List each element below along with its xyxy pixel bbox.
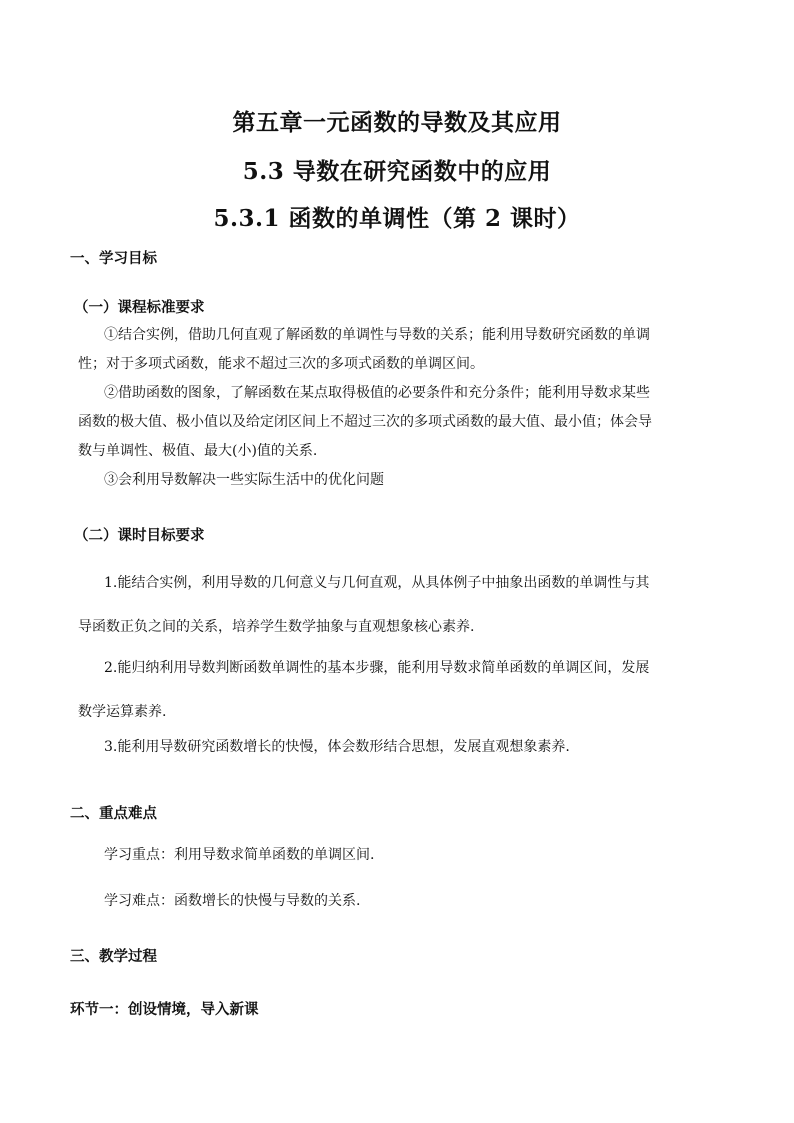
key-focus: 学习重点：利用导数求简单函数的单调区间. bbox=[104, 847, 375, 863]
process-step-1: 环节一：创设情境，导入新课 bbox=[70, 1001, 259, 1018]
lesson-goal-1-line-1: 1.能结合实例，利用导数的几何意义与几何直观，从具体例子中抽象出函数的单调性与其 bbox=[104, 575, 650, 591]
curriculum-item-2-line-3: 数与单调性、极值、最大(小)值的关系. bbox=[78, 443, 318, 459]
curriculum-item-2-line-2: 函数的极大值、极小值以及给定闭区间上不超过三次的多项式函数的最大值、最小值；体会导 bbox=[78, 414, 652, 430]
lesson-goal-3-line: 3.能利用导数研究函数增长的快慢，体会数形结合思想，发展直观想象素养. bbox=[104, 739, 570, 755]
key-difficulty: 学习难点：函数增长的快慢与导数的关系. bbox=[104, 893, 361, 909]
curriculum-item-1 bbox=[78, 321, 722, 379]
curriculum-item-2-line-1: ②借助函数的图象，了解函数在某点取得极值的必要条件和充分条件；能利用导数求某些 bbox=[104, 385, 650, 401]
objectives-heading: 一、学习目标 bbox=[70, 250, 157, 267]
lesson-goals-heading: （二）课时目标要求 bbox=[74, 527, 205, 544]
lesson-goal-1-line-2: 导函数正负之间的关系，培养学生数学抽象与直观想象核心素养. bbox=[78, 619, 475, 635]
chapter-title: 第五章一元函数的导数及其应用 bbox=[232, 109, 562, 136]
lesson-goal-3 bbox=[78, 733, 722, 762]
curriculum-item-1-line-1: ①结合实例，借助几何直观了解函数的单调性与导数的关系；能利用导数研究函数的单调 bbox=[104, 327, 650, 343]
curriculum-item-3-line: ③会利用导数解决一些实际生活中的优化问题 bbox=[104, 472, 384, 488]
key-points-heading: 二、重点难点 bbox=[70, 805, 157, 822]
curriculum-item-3 bbox=[78, 466, 722, 495]
curriculum-item-2 bbox=[78, 379, 722, 466]
section-title: 5.3 导数在研究函数中的应用 bbox=[242, 158, 552, 185]
lesson-goal-2 bbox=[78, 646, 722, 734]
process-heading: 三、教学过程 bbox=[70, 948, 157, 965]
lesson-title: 5.3.1 函数的单调性（第 2 课时） bbox=[213, 205, 581, 232]
lesson-goal-2-line-1: 2.能归纳利用导数判断函数单调性的基本步骤，能利用导数求简单函数的单调区间，发展 bbox=[104, 660, 650, 676]
curriculum-heading: （一）课程标准要求 bbox=[74, 299, 205, 316]
lesson-goal-1 bbox=[78, 561, 722, 649]
lesson-goal-2-line-2: 数学运算素养. bbox=[78, 704, 167, 720]
curriculum-item-1-line-2: 性；对于多项式函数，能求不超过三次的多项式函数的单调区间。 bbox=[78, 356, 484, 372]
